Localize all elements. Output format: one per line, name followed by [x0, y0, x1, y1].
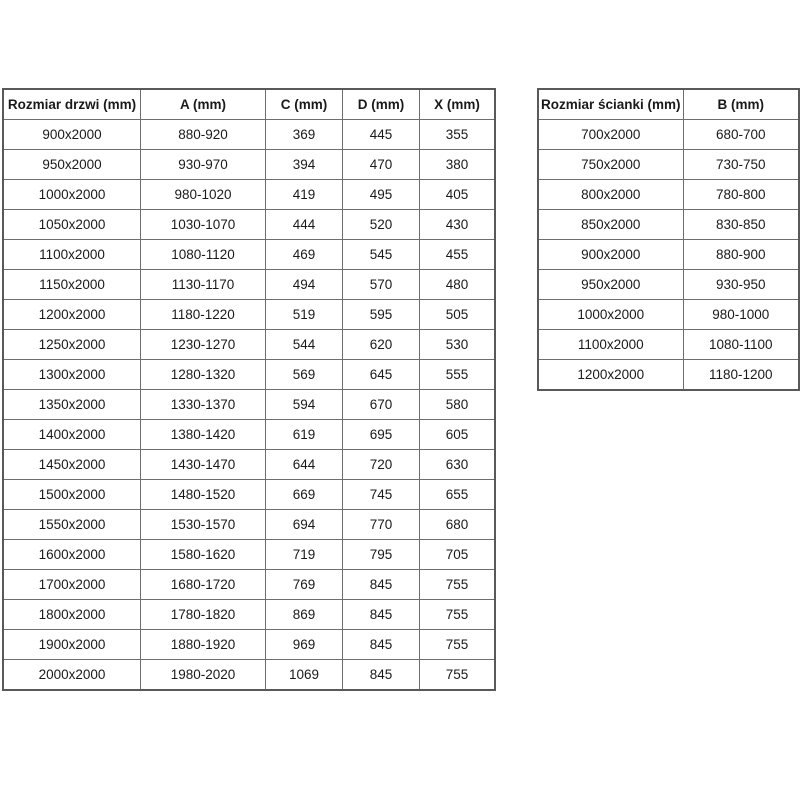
column-header: X (mm) [420, 89, 496, 120]
table-cell: 455 [420, 240, 496, 270]
column-header: D (mm) [343, 89, 420, 120]
table-cell: 520 [343, 210, 420, 240]
table-cell: 1400x2000 [3, 420, 141, 450]
table-cell: 620 [343, 330, 420, 360]
table-cell: 1050x2000 [3, 210, 141, 240]
table-cell: 1200x2000 [3, 300, 141, 330]
table-cell: 969 [266, 630, 343, 660]
table-row [3, 510, 495, 540]
table-row [3, 450, 495, 480]
table-cell: 830-850 [683, 210, 799, 240]
table-cell: 880-900 [683, 240, 799, 270]
table-cell: 1330-1370 [141, 390, 266, 420]
table-cell: 530 [420, 330, 496, 360]
table-row [3, 240, 495, 270]
table-cell: 770 [343, 510, 420, 540]
table-cell: 1430-1470 [141, 450, 266, 480]
table-cell: 930-950 [683, 270, 799, 300]
table-cell: 845 [343, 660, 420, 691]
table-row [3, 570, 495, 600]
table-cell: 670 [343, 390, 420, 420]
table-cell: 719 [266, 540, 343, 570]
table-cell: 695 [343, 420, 420, 450]
table-cell: 795 [343, 540, 420, 570]
table-cell: 1130-1170 [141, 270, 266, 300]
table-cell: 644 [266, 450, 343, 480]
table-cell: 394 [266, 150, 343, 180]
table-row [3, 660, 495, 691]
table-cell: 694 [266, 510, 343, 540]
table-cell: 405 [420, 180, 496, 210]
table-cell: 669 [266, 480, 343, 510]
table-cell: 570 [343, 270, 420, 300]
table-cell: 1380-1420 [141, 420, 266, 450]
table-cell: 900x2000 [3, 120, 141, 150]
table-cell: 1530-1570 [141, 510, 266, 540]
table-cell: 1600x2000 [3, 540, 141, 570]
table-cell: 1780-1820 [141, 600, 266, 630]
table-cell: 480 [420, 270, 496, 300]
table-cell: 519 [266, 300, 343, 330]
table-cell: 1300x2000 [3, 360, 141, 390]
table-row [3, 120, 495, 150]
table-cell: 1900x2000 [3, 630, 141, 660]
table-row [3, 270, 495, 300]
door-sizes-table-body [3, 120, 495, 691]
table-cell: 1069 [266, 660, 343, 691]
table-row [538, 150, 799, 180]
table-row [538, 210, 799, 240]
table-row [3, 600, 495, 630]
table-cell: 594 [266, 390, 343, 420]
table-cell: 869 [266, 600, 343, 630]
table-cell: 755 [420, 630, 496, 660]
table-cell: 1980-2020 [141, 660, 266, 691]
table-cell: 730-750 [683, 150, 799, 180]
table-cell: 720 [343, 450, 420, 480]
table-cell: 1880-1920 [141, 630, 266, 660]
table-cell: 430 [420, 210, 496, 240]
table-cell: 645 [343, 360, 420, 390]
table-cell: 680-700 [683, 120, 799, 150]
table-row [538, 240, 799, 270]
door-sizes-table-header [3, 89, 495, 120]
wall-sizes-table-body [538, 120, 799, 391]
table-cell: 1450x2000 [3, 450, 141, 480]
table-row [3, 420, 495, 450]
table-cell: 1080-1120 [141, 240, 266, 270]
table-cell: 1030-1070 [141, 210, 266, 240]
column-header: C (mm) [266, 89, 343, 120]
table-cell: 1100x2000 [538, 330, 683, 360]
table-row [538, 360, 799, 391]
table-cell: 850x2000 [538, 210, 683, 240]
table-cell: 750x2000 [538, 150, 683, 180]
table-cell: 544 [266, 330, 343, 360]
table-cell: 1350x2000 [3, 390, 141, 420]
wall-sizes-table-header [538, 89, 799, 120]
door-sizes-table [2, 88, 496, 691]
table-cell: 1800x2000 [3, 600, 141, 630]
table-cell: 980-1020 [141, 180, 266, 210]
table-row [3, 300, 495, 330]
table-cell: 680 [420, 510, 496, 540]
table-cell: 445 [343, 120, 420, 150]
table-cell: 1480-1520 [141, 480, 266, 510]
table-cell: 419 [266, 180, 343, 210]
column-header: B (mm) [683, 89, 799, 120]
table-cell: 769 [266, 570, 343, 600]
table-cell: 580 [420, 390, 496, 420]
table-cell: 444 [266, 210, 343, 240]
table-cell: 800x2000 [538, 180, 683, 210]
header-row [3, 89, 495, 120]
table-cell: 505 [420, 300, 496, 330]
table-row [3, 540, 495, 570]
table-cell: 950x2000 [538, 270, 683, 300]
table-row [3, 390, 495, 420]
table-cell: 1100x2000 [3, 240, 141, 270]
table-cell: 1230-1270 [141, 330, 266, 360]
table-cell: 1000x2000 [538, 300, 683, 330]
table-cell: 1000x2000 [3, 180, 141, 210]
table-row [538, 270, 799, 300]
table-cell: 880-920 [141, 120, 266, 150]
table-cell: 845 [343, 600, 420, 630]
table-cell: 930-970 [141, 150, 266, 180]
table-cell: 469 [266, 240, 343, 270]
table-cell: 1500x2000 [3, 480, 141, 510]
column-header: Rozmiar ścianki (mm) [538, 89, 683, 120]
table-cell: 494 [266, 270, 343, 300]
table-row [538, 330, 799, 360]
table-row [3, 480, 495, 510]
table-cell: 700x2000 [538, 120, 683, 150]
table-cell: 755 [420, 570, 496, 600]
table-cell: 755 [420, 660, 496, 691]
table-cell: 780-800 [683, 180, 799, 210]
table-cell: 1550x2000 [3, 510, 141, 540]
column-header: A (mm) [141, 89, 266, 120]
table-cell: 1280-1320 [141, 360, 266, 390]
table-cell: 980-1000 [683, 300, 799, 330]
table-cell: 495 [343, 180, 420, 210]
table-row [538, 300, 799, 330]
column-header: Rozmiar drzwi (mm) [3, 89, 141, 120]
table-row [3, 630, 495, 660]
header-row [538, 89, 799, 120]
table-cell: 545 [343, 240, 420, 270]
table-cell: 745 [343, 480, 420, 510]
table-cell: 705 [420, 540, 496, 570]
table-cell: 2000x2000 [3, 660, 141, 691]
table-cell: 950x2000 [3, 150, 141, 180]
table-cell: 1150x2000 [3, 270, 141, 300]
table-cell: 555 [420, 360, 496, 390]
table-cell: 595 [343, 300, 420, 330]
table-row [3, 180, 495, 210]
table-cell: 355 [420, 120, 496, 150]
table-row [3, 360, 495, 390]
table-cell: 1250x2000 [3, 330, 141, 360]
table-cell: 369 [266, 120, 343, 150]
table-row [538, 180, 799, 210]
table-cell: 1200x2000 [538, 360, 683, 391]
table-row [3, 210, 495, 240]
table-row [538, 120, 799, 150]
table-cell: 380 [420, 150, 496, 180]
table-cell: 1080-1100 [683, 330, 799, 360]
table-cell: 755 [420, 600, 496, 630]
table-cell: 1580-1620 [141, 540, 266, 570]
table-cell: 1680-1720 [141, 570, 266, 600]
table-cell: 569 [266, 360, 343, 390]
table-cell: 630 [420, 450, 496, 480]
table-cell: 845 [343, 630, 420, 660]
table-cell: 1180-1200 [683, 360, 799, 391]
table-cell: 845 [343, 570, 420, 600]
table-row [3, 330, 495, 360]
table-cell: 1180-1220 [141, 300, 266, 330]
wall-sizes-table [537, 88, 800, 391]
table-cell: 655 [420, 480, 496, 510]
table-cell: 1700x2000 [3, 570, 141, 600]
table-cell: 900x2000 [538, 240, 683, 270]
table-row [3, 150, 495, 180]
table-cell: 605 [420, 420, 496, 450]
table-cell: 470 [343, 150, 420, 180]
table-cell: 619 [266, 420, 343, 450]
